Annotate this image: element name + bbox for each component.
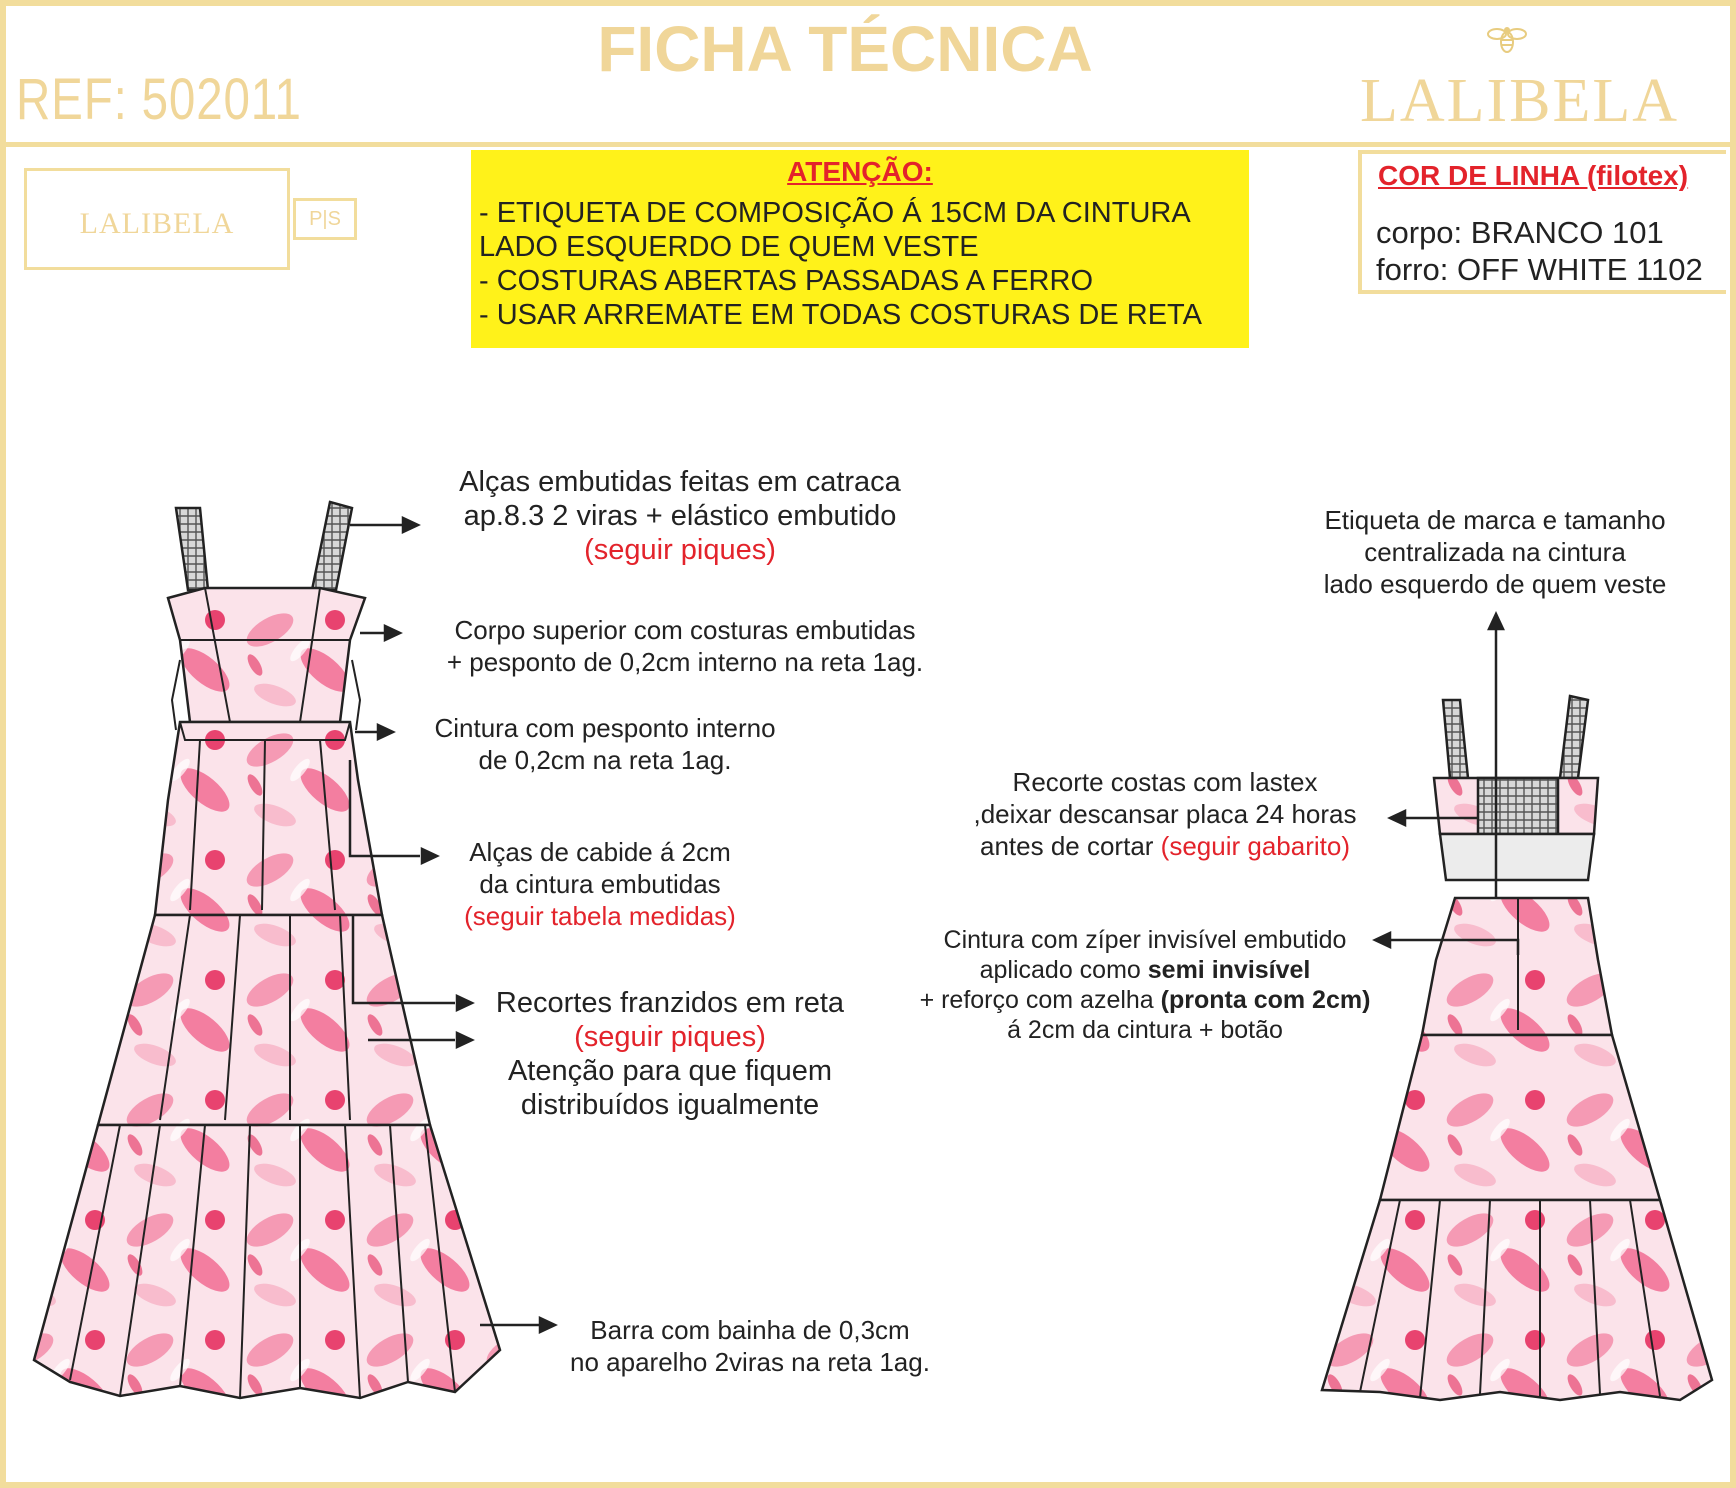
reference-number: REF: 502011	[16, 67, 302, 132]
note-line: Recortes franzidos em reta	[495, 987, 845, 1019]
note-line: Atenção para que fiquem	[507, 1055, 833, 1087]
note-line: Etiqueta de marca e tamanho	[1324, 505, 1666, 535]
back-smocking-panel	[1478, 778, 1558, 834]
attention-line: - USAR ARREMATE EM TODAS COSTURAS DE RETA	[479, 299, 1202, 331]
note-line: Barra com bainha de 0,3cm	[590, 1315, 910, 1345]
front-strap-right	[312, 502, 352, 590]
note-line: lado esquerdo de quem veste	[1323, 569, 1667, 599]
note-text: aplicado como	[979, 956, 1148, 984]
size-tag: P|S	[293, 198, 357, 240]
attention-line: LADO ESQUERDO DE QUEM VESTE	[479, 231, 979, 263]
note-line: Alças de cabide á 2cm	[469, 837, 731, 867]
note-line: ,deixar descansar placa 24 horas	[973, 799, 1357, 829]
attention-line: - COSTURAS ABERTAS PASSADAS A FERRO	[479, 265, 1093, 297]
page-title: FICHA TÉCNICA	[597, 13, 1093, 85]
note-waist	[395, 712, 815, 776]
note-line	[900, 955, 1390, 985]
attention-title: ATENÇÃO:	[787, 156, 933, 187]
back-strap-right	[1560, 696, 1588, 778]
note-straps	[420, 465, 940, 567]
note-red: (seguir piques)	[574, 1021, 766, 1053]
label-brand: LALIBELA	[79, 207, 235, 240]
thread-lining: forro: OFF WHITE 1102	[1376, 252, 1703, 287]
back-strap-left	[1443, 700, 1468, 778]
front-middle-tier	[98, 915, 430, 1125]
note-line	[900, 985, 1390, 1015]
note-red: (seguir tabela medidas)	[464, 901, 736, 931]
note-line: Recorte costas com lastex	[1012, 767, 1318, 797]
brand-logo: LALIBELA	[1360, 67, 1680, 135]
attention-line: - ETIQUETA DE COMPOSIÇÃO Á 15CM DA CINTURA	[479, 197, 1191, 229]
note-bold: (pronta com 2cm)	[1160, 986, 1371, 1014]
note-line: ap.8.3 2 viras + elástico embutido	[463, 500, 897, 532]
note-line: distribuídos igualmente	[520, 1089, 820, 1121]
note-hem	[530, 1314, 970, 1378]
back-bottom-tier	[1322, 1200, 1712, 1400]
thread-body: corpo: BRANCO 101	[1376, 215, 1664, 250]
note-line	[935, 830, 1395, 862]
note-smocking	[935, 766, 1395, 862]
note-bodice	[395, 614, 975, 678]
back-lining	[1440, 834, 1594, 880]
front-waist-tier	[155, 722, 382, 915]
note-line: Cintura com pesponto interno	[434, 713, 776, 743]
note-line: á 2cm da cintura + botão	[1007, 1016, 1283, 1044]
note-zipper	[900, 925, 1390, 1045]
note-line: centralizada na cintura	[1364, 537, 1626, 567]
thread-title: COR DE LINHA (filotex)	[1378, 160, 1689, 191]
note-text: + reforço com azelha	[919, 986, 1161, 1014]
note-red: (seguir gabarito)	[1160, 831, 1350, 861]
note-brand-tag	[1290, 504, 1700, 600]
note-tiers	[470, 986, 870, 1122]
front-bodice	[168, 588, 365, 722]
front-strap-left	[176, 508, 208, 590]
note-line: Alças embutidas feitas em catraca	[459, 466, 901, 498]
note-bold: semi invisível	[1147, 956, 1311, 984]
note-line: de 0,2cm na reta 1ag.	[478, 745, 732, 775]
note-red: (seguir piques)	[584, 534, 776, 566]
note-line: da cintura embutidas	[479, 869, 721, 899]
note-line: Cintura com zíper invisível embutido	[943, 926, 1347, 954]
note-line: + pesponto de 0,2cm interno na reta 1ag.	[446, 647, 924, 677]
note-line: Corpo superior com costuras embutidas	[454, 615, 916, 645]
note-text: antes de cortar	[980, 831, 1154, 861]
note-hanger	[430, 836, 770, 932]
note-line: no aparelho 2viras na reta 1ag.	[570, 1347, 930, 1377]
back-middle-tier	[1380, 1035, 1660, 1200]
